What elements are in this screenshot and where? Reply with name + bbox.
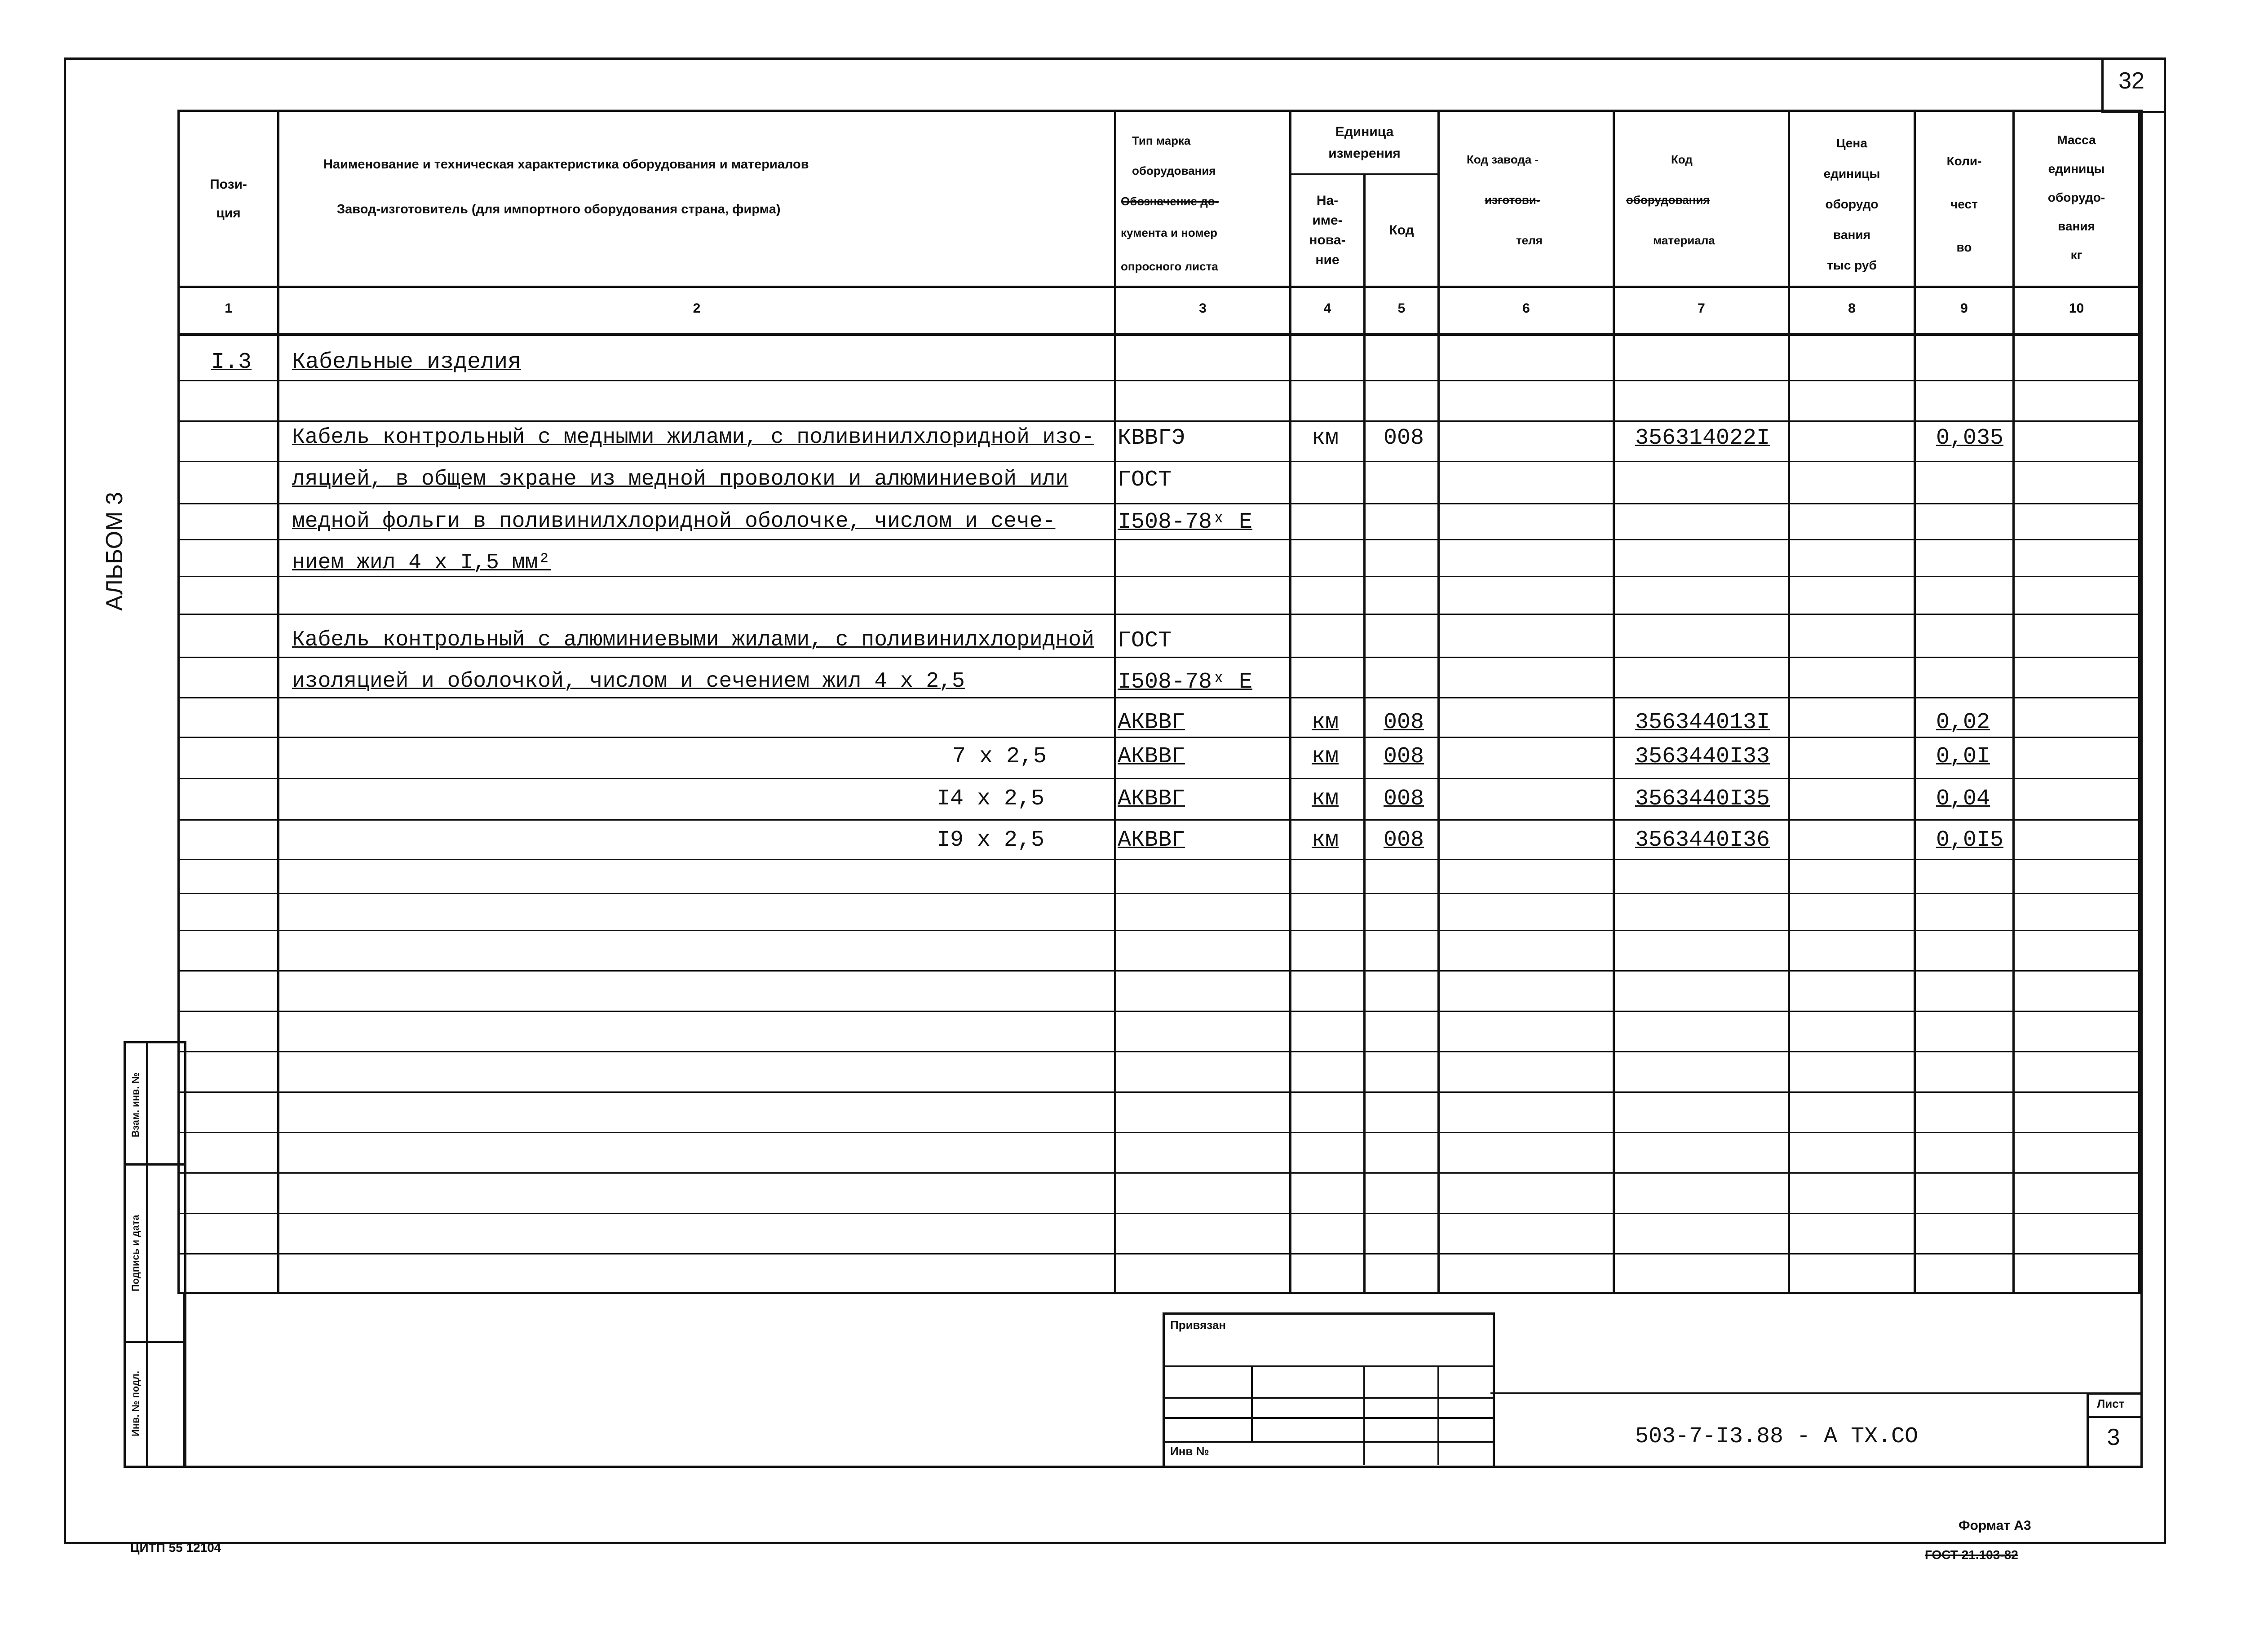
row1-unit-code: 008	[1384, 710, 1424, 735]
item1-line2: ляцией, в общем экране из медной проволоки и алюминиевой или	[292, 467, 1069, 491]
col-num-10: 10	[2069, 301, 2084, 316]
row2-size: 7 x 2,5	[952, 744, 1047, 769]
sheet-number: 3	[2107, 1424, 2120, 1450]
linked-label: Привязан	[1170, 1318, 1226, 1332]
row4-code: 3563440I36	[1635, 827, 1770, 853]
header-code-line3: материала	[1653, 234, 1715, 247]
row3-unit: км	[1312, 786, 1339, 812]
col-num-9: 9	[1960, 301, 1968, 316]
item2-gost-number: I508-78ˣ Е	[1118, 669, 1253, 695]
header-type-line2: оборудования	[1132, 164, 1216, 177]
col-num-4: 4	[1323, 301, 1331, 316]
col-num-7: 7	[1698, 301, 1705, 316]
item2-line1: Кабель контрольный с алюминиевыми жилами, с поливинилхлоридной	[292, 628, 1094, 652]
item1-code: 356314022I	[1635, 425, 1770, 451]
header-type-line3: Обозначение до-	[1121, 194, 1219, 208]
col-num-2: 2	[693, 301, 701, 316]
row4-unit: км	[1312, 827, 1339, 853]
page-number: 32	[2118, 68, 2144, 94]
col-num-3: 3	[1199, 301, 1207, 316]
row1-type: АКВВГ	[1118, 710, 1185, 735]
item1-gost: ГОСТ	[1118, 467, 1172, 493]
row1-quantity: 0,02	[1936, 710, 1990, 735]
album-label-wrap	[101, 492, 128, 611]
row4-size: I9 x 2,5	[937, 827, 1045, 853]
bottom-left-stamp: ЦИТП 55 12104	[130, 1541, 221, 1555]
row2-unit: км	[1312, 744, 1339, 769]
row1-code: 356344013I	[1635, 710, 1770, 735]
side-label-1: Взам. инв. №	[130, 1072, 141, 1138]
header-code-line1: Код	[1671, 153, 1693, 166]
row4-type: АКВВГ	[1118, 827, 1185, 853]
gost-label: ГОСТ 21.103-82	[1925, 1548, 2018, 1562]
header-type-line1: Тип марка	[1132, 134, 1191, 147]
row1-unit: км	[1312, 710, 1339, 735]
row3-unit-code: 008	[1384, 786, 1424, 812]
item1-unit-code: 008	[1384, 425, 1424, 451]
col-num-8: 8	[1848, 301, 1856, 316]
header-quantity: Коли- чест во	[1946, 154, 1982, 254]
document-code: 503-7-I3.88 - А ТХ.СО	[1635, 1424, 1919, 1449]
item1-line3: медной фольги в поливинилхлоридной оболочке, числом и сече-	[292, 509, 1056, 534]
row4-unit-code: 008	[1384, 827, 1424, 853]
header-factory-line1: Код завода -	[1467, 153, 1539, 166]
item1-unit: км	[1312, 425, 1339, 451]
row3-code: 3563440I35	[1635, 786, 1770, 812]
col-num-5: 5	[1397, 301, 1406, 316]
item1-type: КВВГЭ	[1118, 425, 1185, 451]
row3-size: I4 x 2,5	[937, 786, 1045, 812]
item2-line2: изоляцией и оболочкой, числом и сечением жил 4 x 2,5	[292, 669, 965, 693]
side-label-3: Инв. № подл.	[130, 1371, 141, 1436]
col-num-6: 6	[1522, 301, 1530, 316]
row2-type: АКВВГ	[1118, 744, 1185, 769]
row2-quantity: 0,0I	[1936, 744, 1990, 769]
row3-type: АКВВГ	[1118, 786, 1185, 812]
header-factory-line2: изготови-	[1485, 193, 1540, 207]
header-code-line2: оборудования	[1626, 193, 1710, 207]
row3-quantity: 0,04	[1936, 786, 1990, 812]
format-label: Формат А3	[1959, 1518, 2031, 1533]
header-price: Цена единицы оборудо вания тыс руб	[1823, 136, 1880, 272]
album-label: АЛЬБОМ 3	[102, 492, 128, 611]
row4-quantity: 0,0I5	[1936, 827, 2004, 853]
col-num-1: 1	[225, 301, 232, 316]
row2-code: 3563440I33	[1635, 744, 1770, 769]
linked-block	[1163, 1312, 1495, 1468]
header-unit-group: Единица измерения	[1328, 124, 1401, 161]
side-label-2: Подпись и дата	[130, 1215, 141, 1292]
header-unit-code: Код	[1389, 223, 1414, 238]
section-title: Кабельные изделия	[292, 349, 522, 375]
header-factory-line3: теля	[1516, 234, 1543, 247]
header-unit-name: На- име- нова- ние	[1309, 193, 1346, 267]
item1-line4: нием жил 4 x I,5 мм²	[292, 551, 551, 575]
inventory-label: Инв №	[1170, 1444, 1209, 1458]
header-name-line1: Наименование и техническая характеристика оборудования и материалов	[323, 157, 809, 172]
header-type-line5: опросного листа	[1121, 260, 1218, 273]
header-name-line2: Завод-изготовитель (для импортного оборудования страна, фирма)	[337, 202, 781, 216]
row2-unit-code: 008	[1384, 744, 1424, 769]
header-position: Пози- ция	[210, 177, 247, 221]
sheet-label: Лист	[2097, 1397, 2125, 1410]
item1-gost-number: I508-78ˣ Е	[1118, 509, 1253, 535]
header-mass: Масса единицы оборудо- вания кг	[2047, 133, 2105, 262]
section-position: I.3	[211, 349, 252, 375]
header-type-line4: кумента и номер	[1121, 226, 1217, 239]
item1-quantity: 0,035	[1936, 425, 2004, 451]
item1-line1: Кабель контрольный с медными жилами, с поливинилхлоридной изо-	[292, 425, 1094, 450]
item2-gost: ГОСТ	[1118, 628, 1172, 654]
